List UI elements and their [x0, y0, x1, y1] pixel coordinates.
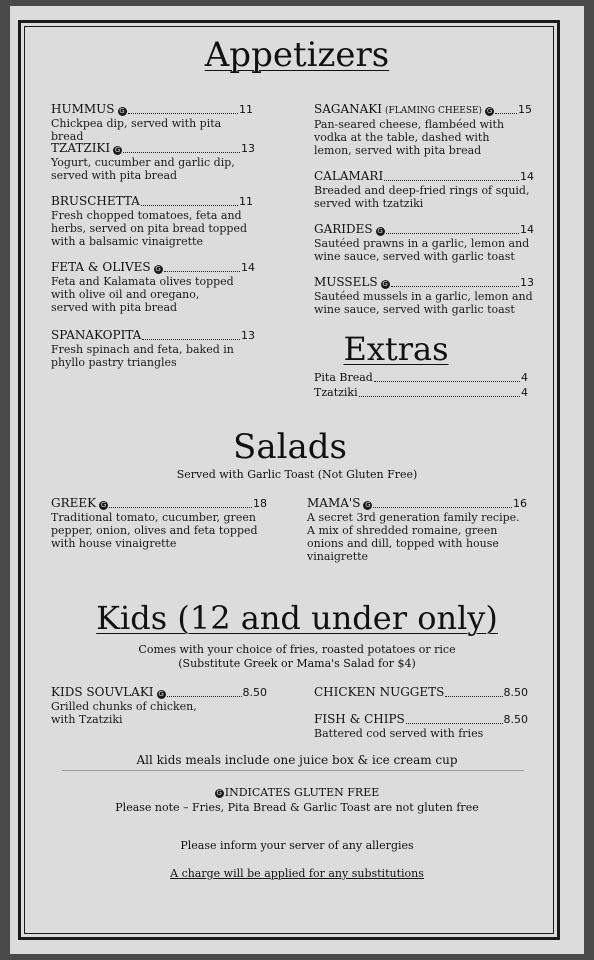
gluten-free-icon: G	[365, 501, 371, 509]
gluten-free-icon: G	[119, 107, 125, 115]
menu-item-chicken-nuggets	[314, 685, 528, 700]
not-gluten-free-note: Please note – Fries, Pita Bread & Garlic Toast are not gluten free	[115, 801, 479, 814]
salads-subtitle: Served with Garlic Toast (Not Gluten Free)	[176, 468, 418, 481]
menu-item-greek-salad	[51, 496, 267, 550]
item-name: CALAMARI	[314, 169, 384, 183]
gluten-free-icon: G	[100, 501, 107, 509]
item-price: 15	[518, 103, 532, 116]
item-price: 8.50	[503, 686, 528, 699]
item-description: Sautéed prawns in a garlic, lemon and wine sauce, served with garlic toast	[314, 237, 530, 263]
leader-dots	[167, 695, 242, 697]
item-price: 18	[253, 497, 267, 510]
menu-item-fish-chips	[314, 712, 528, 740]
gluten-free-icon: G	[486, 107, 493, 115]
menu-item-garides	[314, 222, 534, 263]
item-price: 14	[520, 223, 534, 236]
item-name: GREEK	[51, 496, 97, 510]
leader-dots	[391, 285, 519, 287]
item-description: Grilled chunks of chicken, with Tzatziki	[51, 700, 197, 726]
menu-item-mussels	[314, 275, 534, 316]
leader-dots	[141, 204, 238, 206]
menu-item-tzatziki	[51, 141, 255, 182]
item-name: TZATZIKI	[51, 141, 111, 155]
item-name: SPANAKOPITA	[51, 328, 142, 342]
leader-dots	[386, 232, 519, 234]
gluten-free-icon: G	[158, 690, 164, 698]
item-name: Pita Bread	[314, 371, 373, 384]
item-description: Feta and Kalamata olives topped with olive oil and oregano, served with pita bread	[51, 275, 234, 314]
item-price: 4	[521, 386, 528, 399]
item-name: HUMMUS	[51, 102, 115, 116]
leader-dots	[142, 338, 240, 340]
item-name: GARIDES	[314, 222, 373, 236]
item-description: Fresh chopped tomatoes, feta and herbs, served on pita bread topped with a balsamic vinaigrette	[51, 209, 248, 248]
gluten-free-legend	[0, 786, 594, 799]
menu-item-kids-souvlaki	[51, 685, 267, 726]
kids-substitution-note: (Substitute Greek or Mama's Salad for $4)	[178, 657, 416, 670]
leader-dots	[359, 395, 520, 397]
menu-item-feta-olives	[51, 260, 255, 314]
menu-item-spanakopita	[51, 328, 255, 369]
gluten-free-icon: G	[377, 227, 383, 235]
item-price: 14	[241, 261, 255, 274]
menu-item-hummus	[51, 102, 253, 143]
section-divider	[62, 770, 524, 771]
item-description: Fresh spinach and feta, baked in phyllo pastry triangles	[51, 343, 234, 369]
menu-item-mamas-salad	[307, 496, 527, 563]
item-price: 4	[521, 371, 528, 384]
appetizers-heading: Appetizers	[204, 35, 390, 75]
gluten-free-icon: G	[114, 146, 121, 154]
item-price: 13	[241, 142, 255, 155]
kids-heading: Kids (12 and under only)	[96, 599, 498, 637]
extras-item-tzatziki	[314, 386, 528, 400]
gluten-free-icon: G	[216, 788, 222, 797]
item-name: MAMA'S	[307, 496, 361, 510]
menu-item-saganaki	[314, 102, 532, 157]
leader-dots	[384, 179, 519, 181]
item-name: FETA & OLIVES	[51, 260, 151, 274]
leader-dots	[406, 722, 503, 724]
item-description: Pan-seared cheese, flambéed with vodka at the table, dashed with lemon, served with pita bread	[314, 118, 505, 157]
item-name: Tzatziki	[314, 386, 358, 399]
leader-dots	[123, 151, 240, 153]
item-description: Chickpea dip, served with pita bread	[51, 117, 222, 143]
item-price: 11	[239, 195, 253, 208]
kids-meals-note: All kids meals include one juice box & ice cream cup	[136, 753, 458, 767]
gluten-free-icon: G	[382, 280, 388, 288]
item-description: Breaded and deep-fried rings of squid, served with tzatziki	[314, 184, 530, 210]
item-price: 11	[239, 103, 253, 116]
item-description: Yogurt, cucumber and garlic dip, served with pita bread	[51, 156, 235, 182]
leader-dots	[445, 695, 502, 697]
item-price: 13	[241, 329, 255, 342]
allergy-note: Please inform your server of any allergies	[180, 839, 414, 852]
kids-subtitle: Comes with your choice of fries, roasted potatoes or rice	[138, 643, 456, 656]
item-price: 14	[520, 170, 534, 183]
item-name: SAGANAKI	[314, 102, 383, 116]
salads-heading: Salads	[233, 427, 347, 467]
item-name-note: (FLAMING CHEESE)	[385, 106, 483, 116]
item-name: BRUSCHETTA	[51, 194, 140, 208]
item-price: 13	[520, 276, 534, 289]
extras-item-pita-bread	[314, 371, 528, 385]
item-price: 8.50	[503, 713, 528, 726]
leader-dots	[109, 506, 252, 508]
menu-item-bruschetta	[51, 194, 253, 248]
item-price: 16	[513, 497, 527, 510]
leader-dots	[374, 380, 520, 382]
item-price: 8.50	[242, 686, 267, 699]
leader-dots	[164, 270, 240, 272]
item-name: FISH & CHIPS	[314, 712, 405, 726]
substitution-charge-note: A charge will be applied for any substitutions	[170, 867, 424, 880]
item-description: Traditional tomato, cucumber, green pepper, onion, olives and feta topped with house vinaigrette	[51, 511, 258, 550]
item-name: KIDS SOUVLAKI	[51, 685, 154, 699]
gluten-free-legend-text: INDICATES GLUTEN FREE	[224, 786, 380, 799]
item-description: Sautéed mussels in a garlic, lemon and wine sauce, served with garlic toast	[314, 290, 533, 316]
menu-item-calamari	[314, 169, 534, 210]
gluten-free-icon: G	[155, 265, 161, 273]
leader-dots	[495, 112, 517, 114]
leader-dots	[373, 506, 512, 508]
item-name: MUSSELS	[314, 275, 378, 289]
item-description: A secret 3rd generation family recipe. A mix of shredded romaine, green onions and dill, topped with house vinaigrette	[307, 511, 520, 563]
leader-dots	[128, 112, 239, 114]
item-description: Battered cod served with fries	[314, 727, 484, 740]
item-name: CHICKEN NUGGETS	[314, 685, 445, 699]
extras-heading: Extras	[343, 330, 449, 368]
